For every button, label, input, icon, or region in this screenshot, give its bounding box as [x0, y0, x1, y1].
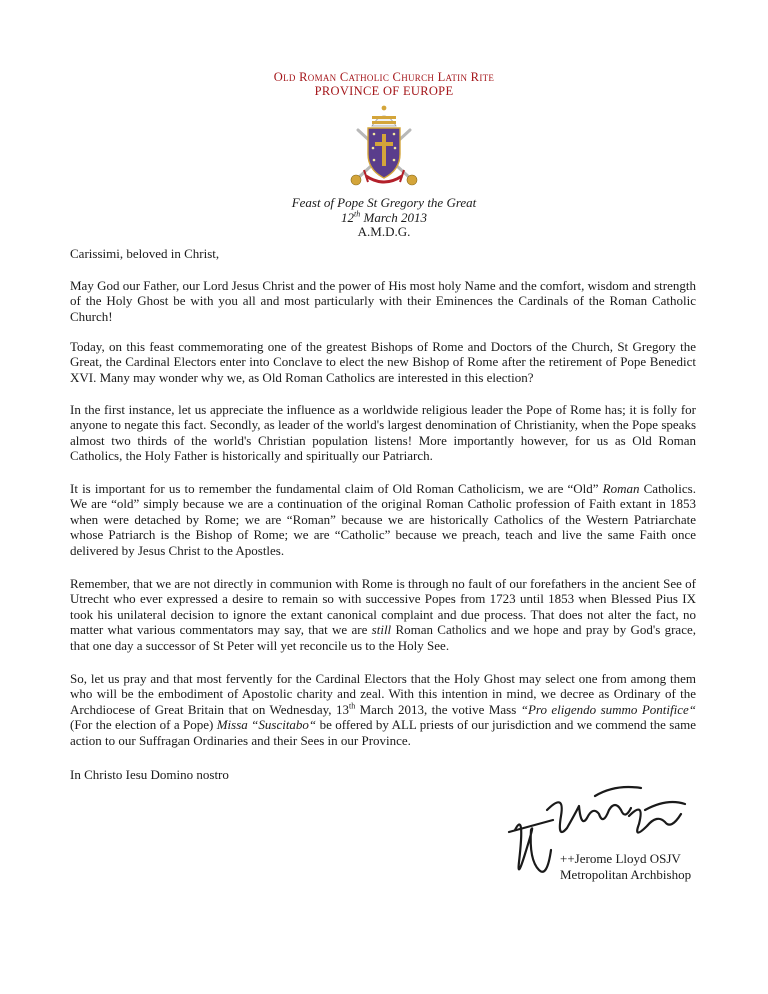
coat-of-arms-icon: [344, 104, 424, 190]
paragraph-5: Remember, that we are not directly in communion with Rome is through no fault of our forefathers in the ancient See of Utrecht who ever expressed a desire to remain so with successive Popes from 1723 until 1853 when Blessed Pius IX took his unilateral decision to ignore the extant canonical complaint and due process. That does not alter the fact, no matter what various commentators may say, that we are still Roman Catholics and we hope and pray by God's grace, that one day a successor of St Peter will yet reconcile us to the Holy See.: [70, 576, 696, 653]
letter-date: 12th March 2013: [341, 209, 427, 225]
closing-line: In Christo Iesu Domino nostro: [70, 767, 229, 782]
church-name: Old Roman Catholic Church Latin Rite: [273, 70, 495, 84]
dateline: [0, 196, 768, 240]
signer-name: ++Jerome Lloyd OSJV: [560, 851, 681, 866]
paragraph-4: It is important for us to remember the fundamental claim of Old Roman Catholicism, we are “Old” Roman Catholics. We are “old” simply because we are a continuation of the original Roman Catholic profession of Faith extant in 1853 when were detached by Rome; we are “Roman” because we are historically Catholics of the Western Patriarchate whose Patriarch is the Bishop of Rome; we are “Catholic” because we preach, teach and live the same Faith once delivered by Jesus Christ to the Apostles.: [70, 481, 696, 558]
feast-title: Feast of Pope St Gregory the Great: [291, 195, 477, 210]
motto: A.M.D.G.: [357, 224, 411, 239]
paragraph-6: So, let us pray and that most fervently for the Cardinal Electors that the Holy Ghost may select one from among them who will be the embodiment of Apostolic charity and zeal. With this intention in mind, we decree as Ordinary of the Archdiocese of Great Britain that on Wednesday, 13th March 2013, the votive Mass “Pro eligendo summo Pontifice“ (For the election of a Pope) Missa “Suscitabo“ be offered by ALL priests of our jurisdiction and we commend the same action to our Suffragan Ordinaries and their Sees in our Province.: [70, 671, 697, 748]
letterhead: [0, 70, 768, 98]
salutation: Carissimi, beloved in Christ,: [70, 246, 220, 261]
paragraph-2: Today, on this feast commemorating one of the greatest Bishops of Rome and Doctors of the Church, St Gregory the Great, the Cardinal Electors enter into Conclave to elect the new Bishop of Rome after the retirement of Pope Benedict XVI. Many may wonder why we, as Old Roman Catholics are interested in this election?: [70, 339, 696, 385]
signer-block: [560, 851, 691, 882]
province-name: PROVINCE OF EUROPE: [314, 84, 454, 98]
paragraph-3: In the first instance, let us appreciate the influence as a worldwide religious leader the Pope of Rome has; it is folly for anyone to negate this fact. Secondly, as leader of the world's largest denomination of Christianity, when the Pope speaks almost two thirds of the world's Christian population listens! More importantly however, for us as Old Roman Catholics, the Holy Father is historically and spiritually our Patriarch.: [70, 402, 696, 464]
paragraph-1: May God our Father, our Lord Jesus Christ and the power of His most holy Name and the comfort, wisdom and strength of the Holy Ghost be with you all and most particularly with their Eminences the Cardinals of the Roman Catholic Church!: [70, 278, 696, 324]
signer-title: Metropolitan Archbishop: [560, 866, 692, 882]
